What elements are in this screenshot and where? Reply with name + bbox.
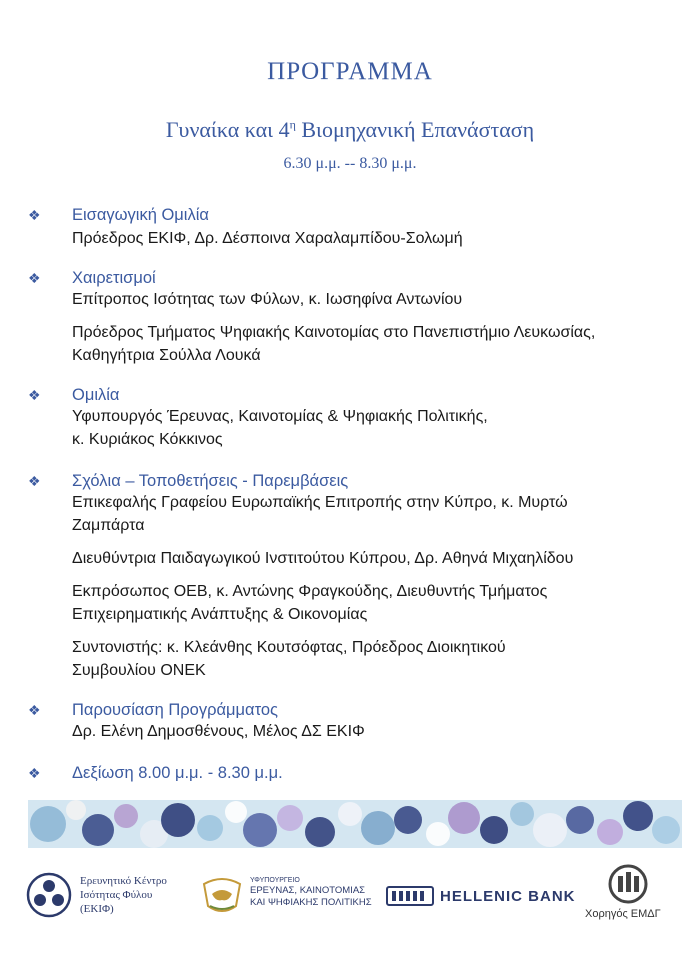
diamond-bullet-icon: ❖	[28, 387, 41, 403]
section-heading: Χαιρετισμοί	[72, 269, 156, 287]
section-heading: Δεξίωση 8.00 μ.μ. - 8.30 μ.μ.	[72, 764, 283, 782]
ministry-line: ΕΡΕΥΝΑΣ, ΚΑΙΝΟΤΟΜΙΑΣ	[250, 885, 366, 896]
section-line: Υφυπουργός Έρευνας, Καινοτομίας & Ψηφιακής Πολιτικής,	[72, 408, 488, 425]
section-heading: Εισαγωγική Ομιλία	[72, 206, 209, 224]
section-line: Εκπρόσωπος ΟΕΒ, κ. Αντώνης Φραγκούδης, Διευθυντής Τμήματος	[72, 583, 548, 600]
diamond-bullet-icon: ❖	[28, 473, 41, 489]
hellenic-bank-logo-icon	[386, 886, 434, 906]
cyprus-emblem-icon	[200, 876, 244, 916]
page-title: ΠΡΟΓΡΑΜΜΑ	[267, 58, 433, 85]
diamond-bullet-icon: ❖	[28, 207, 41, 223]
ekif-line: Ισότητας Φύλου	[80, 889, 153, 901]
sponsor-label: Χορηγός ΕΜΔΓ	[585, 908, 661, 920]
ekif-line: Ερευνητικό Κέντρο	[80, 875, 167, 887]
section-line: Συντονιστής: κ. Κλεάνθης Κουτσόφτας, Πρόεδρος Διοικητικού	[72, 639, 506, 656]
section-line: κ. Κυριάκος Κόκκινος	[72, 431, 223, 448]
ministry-logo-text	[250, 876, 372, 909]
section-line: Ζαμπάρτα	[72, 517, 145, 534]
diamond-bullet-icon: ❖	[28, 765, 41, 781]
section-heading: Σχόλια – Τοποθετήσεις - Παρεμβάσεις	[72, 472, 349, 490]
ekif-logo-text	[80, 874, 167, 916]
ekif-line: (ΕΚΙΦ)	[80, 903, 114, 915]
section-line: Διευθύντρια Παιδαγωγικού Ινστιτούτου Κύπρου, Δρ. Αθηνά Μιχαηλίδου	[72, 550, 574, 567]
hellenic-bank-name: HELLENIC BANK	[440, 888, 576, 905]
section-line: Συμβουλίου ΟΝΕΚ	[72, 662, 206, 679]
subtitle-superscript: η	[289, 117, 296, 132]
ministry-line: ΥΦΥΠΟΥΡΓΕΙΟ	[250, 877, 300, 884]
section-line: Πρόεδρος Τμήματος Ψηφιακής Καινοτομίας στο Πανεπιστήμιο Λευκωσίας,	[72, 324, 596, 341]
event-subtitle	[0, 117, 700, 143]
section-line: Πρόεδρος ΕΚΙΦ, Δρ. Δέσποινα Χαραλαμπίδου-Σολωμή	[72, 230, 463, 247]
banner-pattern-icon	[28, 800, 682, 848]
event-time: 6.30 μ.μ. -- 8.30 μ.μ.	[283, 155, 417, 172]
section-heading: Ομιλία	[72, 386, 120, 404]
decorative-banner	[28, 800, 682, 848]
emdg-logo-icon	[606, 864, 650, 904]
ekif-logo-icon	[26, 872, 72, 918]
section-line: Δρ. Ελένη Δημοσθένους, Μέλος ΔΣ ΕΚΙΦ	[72, 723, 365, 740]
diamond-bullet-icon: ❖	[28, 702, 41, 718]
section-heading: Παρουσίαση Προγράμματος	[72, 701, 278, 719]
section-line: Επικεφαλής Γραφείου Ευρωπαϊκής Επιτροπής στην Κύπρο, κ. Μυρτώ	[72, 494, 568, 511]
diamond-bullet-icon: ❖	[28, 270, 41, 286]
section-line: Επιχειρηματικής Ανάπτυξης & Οικονομίας	[72, 606, 368, 623]
subtitle-rest: Βιομηχανική Επανάσταση	[295, 117, 535, 142]
ministry-line: ΚΑΙ ΨΗΦΙΑΚΗΣ ΠΟΛΙΤΙΚΗΣ	[250, 897, 372, 908]
subtitle-text: Γυναίκα και 4	[165, 117, 290, 142]
section-line: Καθηγήτρια Σούλλα Λουκά	[72, 347, 261, 364]
section-line: Επίτροπος Ισότητας των Φύλων, κ. Ιωσηφίνα Αντωνίου	[72, 291, 463, 308]
footer-logos	[0, 862, 700, 942]
